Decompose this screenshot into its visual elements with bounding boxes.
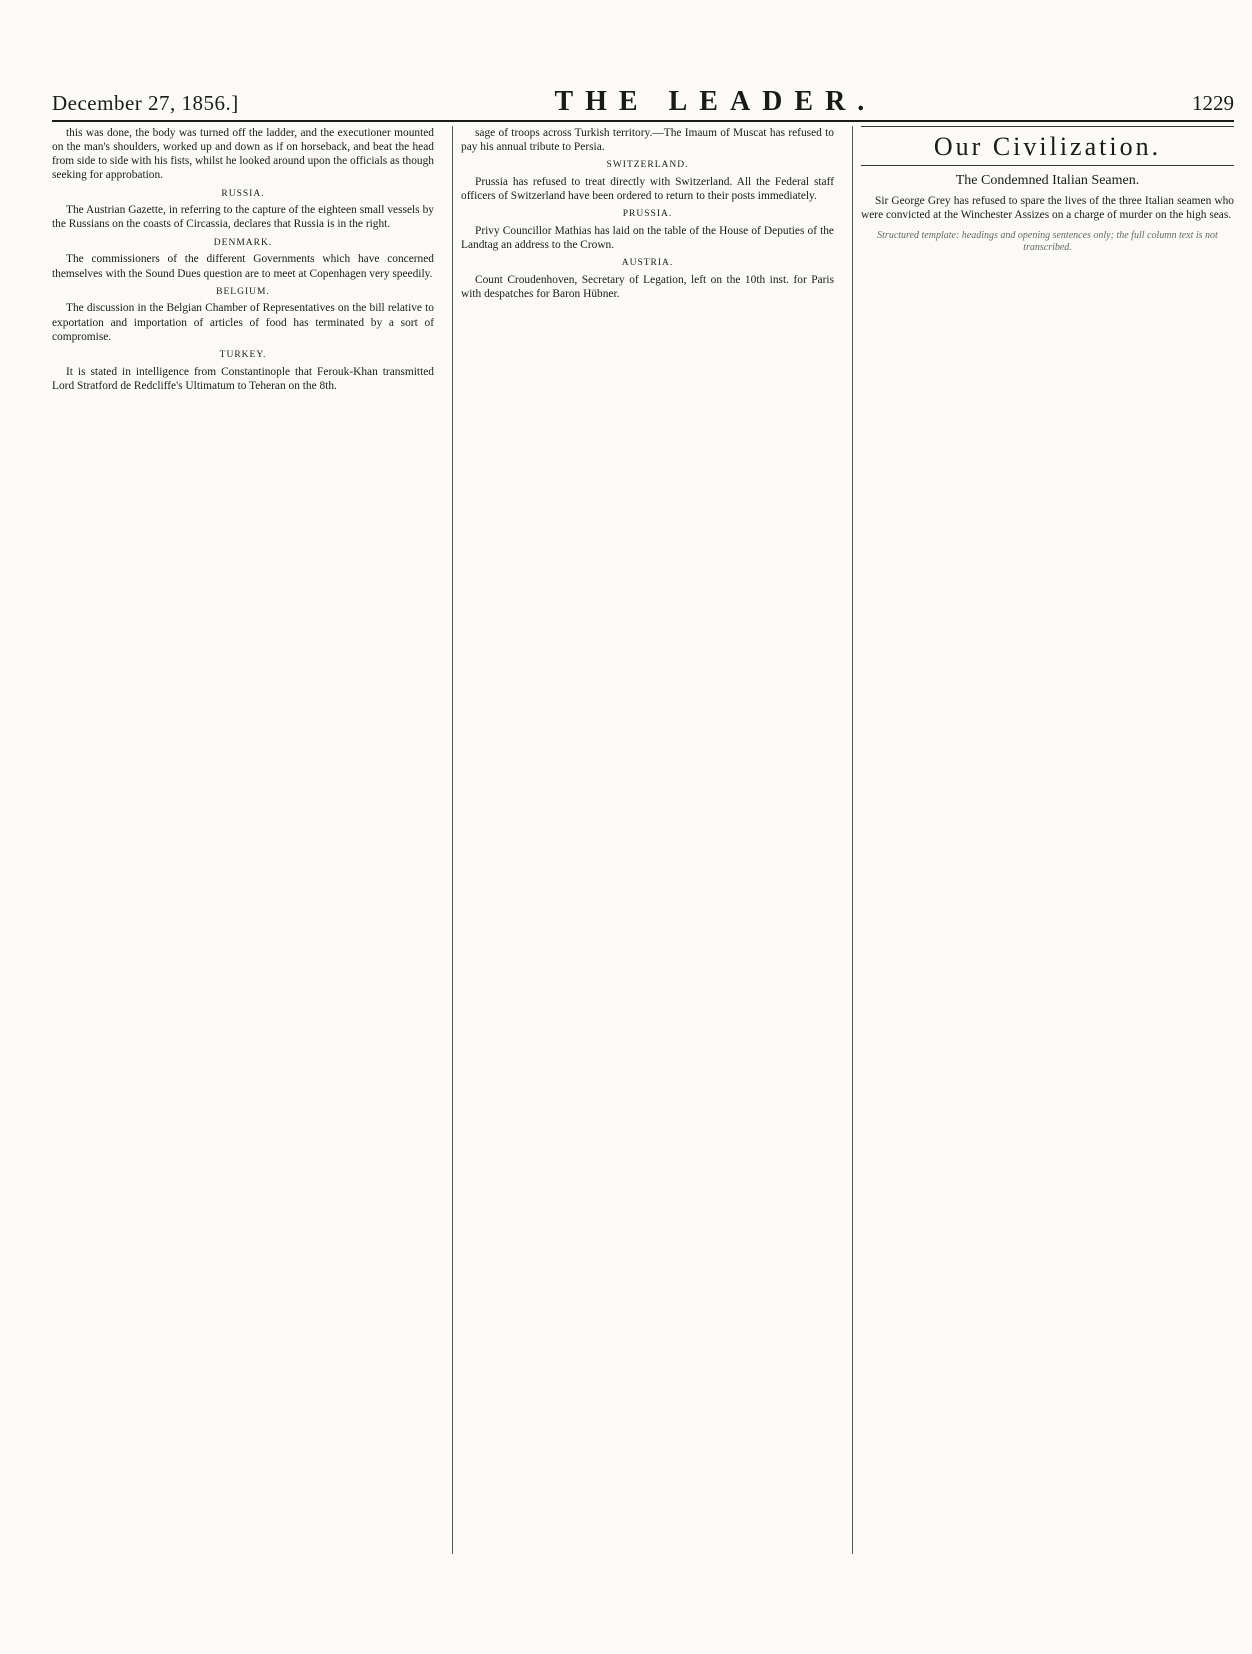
section-first-line: The discussion in the Belgian Chamber of Representatives on the bill relative to exportation and importation of articles of food has terminated by a sort of compromise.	[52, 302, 434, 343]
editor-note: Structured template: headings and opening sentences only; the full column text is not transcribed.	[877, 229, 1218, 254]
lead-paragraph: sage of troops across Turkish territory.—The Imaum of Muscat has refused to pay his annual tribute to Persia.	[461, 127, 834, 154]
section-first-line: Prussia has refused to treat directly with Switzerland. All the Federal staff officers of Switzerland have been ordered to return to their posts immediately.	[461, 176, 834, 203]
section-first-line: It is stated in intelligence from Constantinople that Ferouk-Khan transmitted Lord Stratford de Redcliffe's Ultimatum to Teheran on the 8th.	[52, 365, 434, 392]
article-subheading: The Condemned Italian Seamen.	[955, 173, 1140, 189]
section-heading-prussia: PRUSSIA.	[622, 209, 673, 220]
section-first-line: Sir George Grey has refused to spare the lives of the three Italian seamen who were convicted at the Winchester Assizes on a charge of murder on the high seas.	[861, 194, 1234, 221]
column-banner: Our Civilization.	[861, 126, 1234, 166]
page-number: 1229	[1191, 91, 1234, 115]
section-heading-austria: AUSTRIA.	[621, 258, 674, 269]
section-first-line: The commissioners of the different Governments which have concerned themselves with the Sound Dues question are to meet at Copenhagen very speedily.	[52, 253, 434, 280]
section-first-line: Count Croudenhoven, Secretary of Legation, left on the 10th inst. for Paris with despatches for Baron Hübner.	[461, 274, 834, 301]
section-heading-belgium: BELGIUM.	[216, 286, 270, 297]
section-heading-russia: RUSSIA.	[221, 188, 265, 199]
section-heading-switzerland: SWITZERLAND.	[606, 160, 689, 171]
masthead	[52, 86, 1234, 122]
column-1	[52, 126, 434, 1554]
article-columns	[52, 126, 1234, 1554]
column-2	[452, 126, 834, 1554]
lead-paragraph: this was done, the body was turned off the ladder, and the executioner mounted on the man's shoulders, worked up and down as if on horseback, and beat the head from side to side with his fists, whilst he looked around upon the officials as though seeking for approbation.	[52, 127, 434, 182]
paper-title: THE LEADER.	[554, 86, 877, 117]
column-3	[852, 126, 1234, 1554]
section-first-line: The Austrian Gazette, in referring to the capture of the eighteen small vessels by the Russians on the coasts of Circassia, declares that Russia is in the right.	[52, 204, 434, 231]
section-heading-turkey: TURKEY.	[219, 349, 267, 360]
section-heading-denmark: DENMARK.	[213, 237, 273, 248]
issue-date: December 27, 1856.]	[52, 91, 239, 115]
section-first-line: Privy Councillor Mathias has laid on the table of the House of Deputies of the Landtag an address to the Crown.	[461, 225, 834, 252]
